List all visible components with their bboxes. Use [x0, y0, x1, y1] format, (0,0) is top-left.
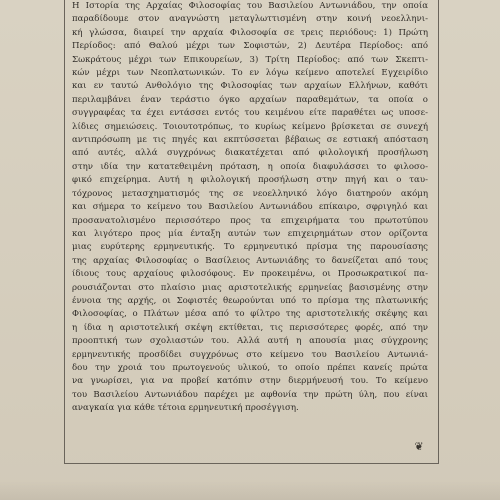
text-line: Φιλοσοφίας, ο Πλάτων μέσα από το φίλτρο της αριστοτελικής σκέψης και: [72, 309, 428, 320]
text-line: προοπτική των σχολιαστών του. Αλλά αυτή η απουσία μιας σύγχρονης: [72, 336, 428, 347]
text-line: από αυτές, αλλά συγχρόνως διακατέχεται από φιλολογική προσήλωση: [72, 148, 428, 159]
text-line: ρουσιάζονται στο πλαίσιο μιας αριστοτελικής ερμηνείας βασισμένης στην: [72, 282, 428, 293]
text-line: και εν ταυτώ Ανθολόγιο της Φιλοσοφίας των αρχαίων Ελλήνων, καθότι: [72, 81, 428, 92]
text-line: λίδιες σημειώσεις. Τοιουτοτρόπως, το κυρίως κείμενο βρίσκεται σε συνεχή: [72, 121, 428, 132]
page-bottom-shadow: [0, 480, 500, 500]
text-line: τόχρονος μετασχηματισμός της σε νεοελληνικό λόγο διατηρούν ακόμη: [72, 188, 428, 199]
text-line: αναγκαία για κάθε τέτοια ερμηνευτική προσέγγιση.: [72, 403, 299, 414]
text-line: Σωκράτους μέχρι των Επικουρείων, 3) Τρίτη Περίοδος: από των Σκεπτι-: [72, 54, 428, 65]
text-line: κή γλώσσα, διαιρεί την αρχαία Φιλοσοφία σε τρεις περιόδους: 1) Πρώτη: [72, 27, 428, 38]
text-line: δου την χροιά του πρωτογενούς υλικού, το οποίο πρέπει κανείς πρώτα: [72, 362, 428, 373]
text-line: και σήμερα το κείμενο του Βασιλείου Αντωνιάδου επίκαιρο, σφριγηλό και: [72, 202, 428, 213]
text-line: Περίοδος: από Θαλού μέχρι των Σοφιστών, 2) Δευτέρα Περίοδος: από: [72, 41, 428, 52]
text-line: συγγραφέας τα έχει εντάσσει εντός του κειμένου είτε παραθέτει ως υποσε-: [72, 108, 428, 119]
text-line: έννοια της αρχής, οι Σοφιστές θεωρούνται υπό το πρίσμα της πλατωνικής: [72, 295, 428, 306]
text-line: στην ιδία την κατατεθειμένη πρόταση, η οποία διαφυλάσσει το φιλοσο-: [72, 161, 428, 172]
text-line: ερμηνευτικής προσδίδει συγχρόνως στο κείμενο του Βασιλείου Αντωνιά-: [72, 349, 428, 360]
text-line: μιας ευρύτερης ερμηνευτικής. Το ερμηνευτικό πρίσμα της παρουσίασης: [72, 242, 428, 253]
text-line: η ίδια η αριστοτελική σκέψη εκτίθεται, τις περισσότερες φορές, από την: [72, 322, 428, 333]
text-line: αντιπρόσωπη με τις πηγές και εκπτύσσεται βέβαιως σε εστιακή απόσταση: [72, 135, 428, 146]
text-line: κών μέχρι των Νεοπλατωνικών. Το εν λόγω κείμενο αποτελεί Εγχειρίδιο: [72, 68, 428, 79]
text-line: παραδίδουμε στον αναγνώστη μεταγλωττισμένη στην κοινή νεοελληνι-: [72, 14, 428, 25]
text-line: περιλαμβάνει έναν τεράστιο όγκο αρχαίων παραθεμάτων, τα οποία ο: [72, 94, 428, 105]
text-line: Η Ιστορία της Αρχαίας Φιλοσοφίας του Βασιλείου Αντωνιάδου, την οποία: [72, 1, 428, 11]
text-line: και λιγότερο προς μία ένταξη αυτών των επιχειρημάτων στον ορίζοντα: [72, 228, 428, 239]
body-text: [72, 0, 428, 416]
text-line: ίδιους τους αρχαίους φιλοσόφους. Εν προκειμένω, οι Προσωκρατικοί πα-: [72, 269, 428, 280]
text-line: της αρχαίας Φιλοσοφίας ο Βασίλειος Αντωνιάδης το δανείζεται από τους: [72, 255, 428, 266]
text-line: φικό επιχείρημα. Αυτή η φιλολογική προσήλωση στην πηγή και ο ταυ-: [72, 175, 428, 186]
text-line: του Βασιλείου Αντωνιάδου παρέχει με αφθονία την πρώτη ύλη, που είναι: [72, 389, 428, 400]
text-line: προσανατολισμένο περισσότερο προς τα επιχειρήματα του πρωτοτύπου: [72, 215, 428, 226]
fleuron-icon: ❦: [414, 440, 424, 453]
text-line: να γνωρίσει, για να προβεί κατόπιν στην διερμήνευσή του. Το κείμενο: [72, 376, 428, 387]
